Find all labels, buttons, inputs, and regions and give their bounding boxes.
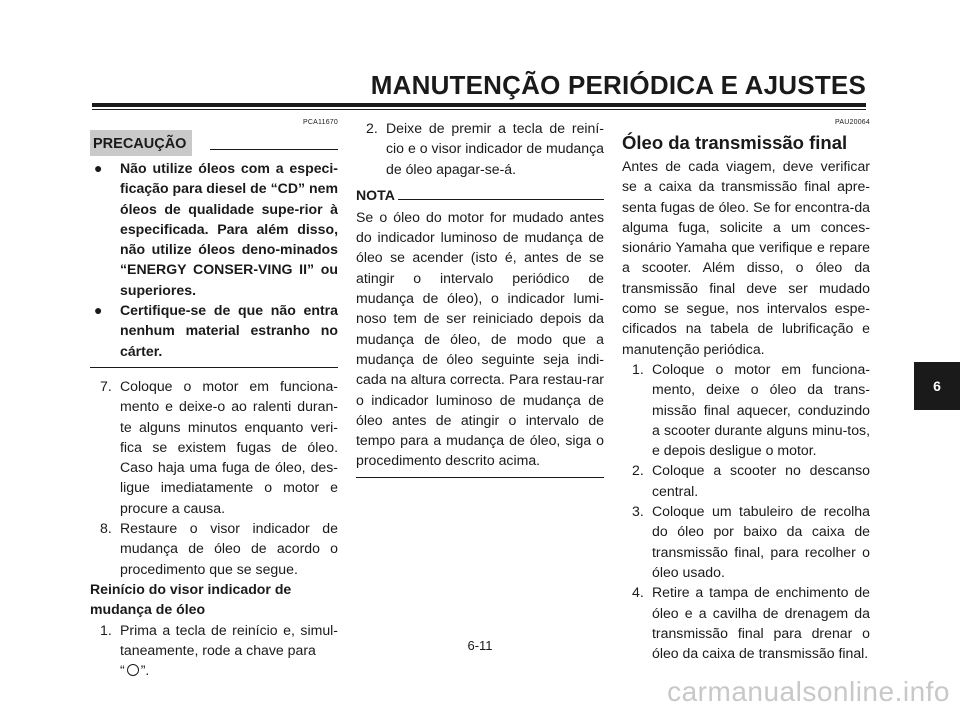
caution-label: PRECAUÇÃO — [90, 130, 192, 156]
caution-rule — [210, 149, 338, 150]
note-label: NOTA — [356, 186, 395, 203]
column-left — [90, 118, 338, 680]
column-middle — [356, 118, 604, 486]
header-rule — [92, 103, 866, 107]
step-item: 3. Coloque um tabuleiro de recolha do óleo por baixo da caixa de transmissão final, para recolher o óleo usado. — [632, 503, 870, 580]
note-header — [356, 185, 604, 207]
caution-header — [90, 130, 338, 156]
subheading: Reinício do visor indicador de mudança de óleo — [90, 580, 292, 618]
caution-code: PCA11670 — [303, 119, 338, 126]
note-end-rule — [356, 477, 604, 478]
step-item: 8. Restaure o visor indicador de mudança de óleo de acordo o procedimento que se segue. — [100, 520, 338, 577]
step-item: 1. Coloque o motor em funciona-mento, deixe o óleo da trans-missão final aquecer, conduzindo a scooter durante alguns minu-tos, e depois desligue o motor. — [632, 360, 870, 459]
step-item: 4. Retire a tampa de enchimento de óleo e a cavilha de drenagem da transmissão final para drenar o óleo da caixa de transmissão final. — [632, 584, 870, 662]
section-intro: Antes de cada viagem, deve verificar se a caixa da transmissão final apre-senta fugas de óleo. Se for encontra-da alguma fuga, solicite a um conces-sionário Yamaha que verifique e repare a scooter. Além disso, o óleo da transmissão final deve ser mudado como se segue, nos intervalos espe-cificados na tabela de lubrificação e manutenção periódica. — [622, 158, 870, 357]
note-rule — [398, 199, 604, 200]
header-rule-thin — [92, 109, 866, 110]
note-text: Se o óleo do motor for mudado antes do indicador luminoso de mudança de óleo se acender (isto é, antes de se atingir o intervalo periódico de mudança de óleo), o indicador lumi-noso tem de ser reiniciado depois da mudança de óleo, de modo que a mudança de óleo seguinte seja indi-cada na altura correcta. Para restau-rar o indicador luminoso de mudança de óleo antes de atingir o intervalo de tempo para a mudança de óleo, siga o procedimento descrito acima. — [356, 208, 604, 469]
bullet-icon: ● — [94, 302, 103, 319]
page-number: 6-11 — [467, 638, 493, 653]
chapter-tab: 6 — [914, 362, 960, 410]
section-title: Óleo da transmissão final — [622, 132, 848, 153]
column-right — [622, 118, 870, 663]
step-item: 2. Coloque a scooter no descanso central. — [632, 462, 870, 499]
caution-item: ● Não utilize óleos com a especi-ficação para diesel de “CD” nem óleos de qualidade supe-rior à especificada. Para além disso, não utilize óleos deno-minados “ENERGY CONSER-VING II” ou superiores. — [94, 160, 338, 298]
step-item: 2. Deixe de premir a tecla de reiní-cio e o visor indicador de mudança de óleo apagar-se-á. — [366, 120, 604, 177]
step-item: 7. Coloque o motor em funciona-mento e deixe-o ao ralenti duran-te alguns minutos enquanto veri-fica se existem fugas de óleo. Caso haja uma fuga de óleo, des-ligue imediatamente o motor e procure a causa. — [100, 377, 338, 516]
bullet-icon: ● — [94, 160, 103, 176]
watermark: carmanualsonline.info — [667, 676, 950, 707]
caution-list — [90, 158, 338, 361]
caution-end-rule — [90, 367, 338, 368]
caution-item: ● Certifique-se de que não entra nenhum material estranho no cárter. — [94, 302, 338, 359]
page-header-title: MANUTENÇÃO PERIÓDICA E AJUSTES — [370, 70, 866, 100]
section-code: PAU20064 — [835, 119, 870, 126]
oil-change-icon — [127, 664, 139, 676]
step-item: 1. Prima a tecla de reinício e, simul-taneamente, rode a chave para “ ”. — [100, 621, 338, 679]
